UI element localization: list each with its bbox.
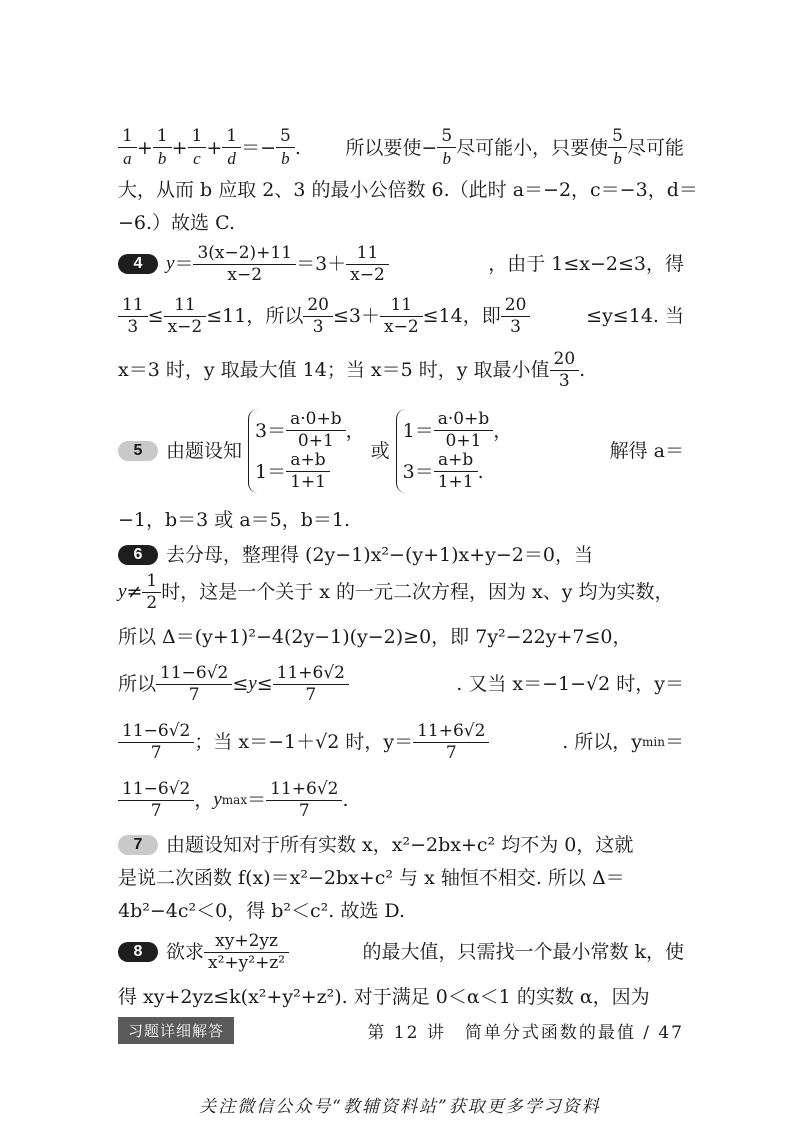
problem-number-badge: 5 (118, 441, 158, 461)
text-line: 所以 Δ＝(y+1)²−4(2y−1)(y−2)≥0，即 7y²−22y+7≤0， (118, 626, 632, 648)
fraction: $\frac{20}{3}$ (503, 297, 529, 336)
fraction: $\frac{3(x-2)+11}{x-2}$ (195, 245, 294, 284)
fraction: $\frac{11-6√2}{7}$ (120, 781, 192, 820)
text-line: $\frac{11}{3}$ ≤ $\frac{11}{x-2}$ ≤11，所以 $\frac{20}{3}$ ≤3＋ $\frac{11}{x-2}$ ≤14，即 $\frac{20}{3}$ ≤y≤14. 当 (118, 296, 684, 336)
text-line: 所以 $\frac{11-6√2}{7}$ ≤ y ≤ $\frac{11+6√2}{7}$ . 又当 x＝−1−√2 时，y＝ (118, 662, 684, 705)
text-line: x＝3 时，y 取最大值 14；当 x＝5 时，y 取最小值 $\frac{20}{3}$ . (118, 348, 586, 391)
fraction: $\frac{5}{b}$ (439, 128, 454, 168)
fraction: $\frac{20}{3}$ (305, 297, 331, 336)
text-line: −1，b＝3 或 a＝5，b＝1. (118, 509, 351, 531)
text-line: 4b²−4c²＜0，得 b²＜c². 故选 D. (118, 900, 406, 922)
fraction: $\frac{11-6√2}{7}$ (158, 665, 230, 704)
problem-number-badge: 8 (118, 942, 158, 962)
text-line: y ≠ $\frac{1}{2}$ 时，这是一个关于 x 的一元二次方程，因为 x、y 均为实数， (118, 570, 674, 613)
fraction: $\frac{1}{b}$ (155, 128, 170, 168)
fraction: $\frac{11}{3}$ (120, 297, 146, 336)
text-line: $\frac{1}{a}$ + $\frac{1}{b}$ + $\frac{1}{c}$ + $\frac{1}{d}$ ＝− $\frac{5}{b}$ . 所以要使 − $\frac{5}{b}$ 尽可能小，只要使 $\frac{5}{b}$ 尽可能 (118, 128, 684, 168)
text-line: 大，从而 b 应取 2、3 的最小公倍数 6.（此时 a＝−2，c＝−3，d＝ (118, 179, 698, 201)
text-line: 6 去分母，整理得 (2y−1)x²−(y+1)x+y−2＝0，当 (118, 540, 684, 570)
fraction: $\frac{11}{x-2}$ (166, 297, 205, 336)
text-line: −6.）故选 C. (118, 212, 235, 234)
fraction: $\frac{1}{d}$ (224, 128, 239, 168)
text-line: 4 y ＝ $\frac{3(x-2)+11}{x-2}$ ＝3＋ $\frac{11}{x-2}$ ，由于 1≤x−2≤3，得 (118, 244, 684, 284)
fraction: $\frac{11+6√2}{7}$ (275, 665, 347, 704)
fraction: $\frac{1}{a}$ (120, 128, 135, 168)
section-tag: 习题详细解答 (118, 1017, 234, 1044)
fraction: $\frac{xy+2yz}{\text{x²+y²+z²}}$ (206, 933, 287, 972)
chapter-and-page: 第 12 讲 简单分式函数的最值 / 47 (367, 1022, 684, 1043)
text-line: $\frac{11-6√2}{7}$ ；当 x＝−1＋√2 时，y＝ $\frac{11+6√2}{7}$ . 所以，y min ＝ (118, 720, 684, 764)
fraction: $\frac{11+6√2}{7}$ (268, 781, 340, 820)
problem-number-badge: 6 (118, 545, 158, 565)
equation-system: 3＝ $\frac{a\cdot 0+b}{0+1}$ ， 1＝ $\frac{a+b}{1+1}$ (248, 409, 365, 493)
fraction: $\frac{11-6√2}{7}$ (120, 723, 192, 762)
text-line: 8 欲求 $\frac{xy+2yz}{\text{x²+y²+z²}}$ 的最大值，只需找一个最小常数 k，使 (118, 930, 684, 974)
fraction: $\frac{11+6√2}{7}$ (415, 723, 487, 762)
fraction: $\frac{11}{x-2}$ (382, 297, 421, 336)
fraction: $\frac{5}{b}$ (278, 128, 293, 168)
equation-system: 1＝ $\frac{a\cdot 0+b}{0+1}$ ， 3＝ $\frac{a+b}{1+1}$ . (396, 409, 513, 493)
watermark-note: 关注微信公众号“教辅资料站”获取更多学习资料 (199, 1097, 601, 1117)
problem-number-badge: 7 (118, 835, 158, 855)
fraction: $\frac{11}{x-2}$ (348, 245, 387, 284)
text-line: $\frac{11-6√2}{7}$ ， y max ＝ $\frac{11+6√2}{7}$ . (118, 778, 684, 822)
fraction: $\frac{1}{2}$ (144, 573, 159, 612)
fraction: $\frac{20}{3}$ (552, 351, 578, 390)
page-footer (118, 1016, 684, 1044)
fraction: $\frac{1}{c}$ (190, 128, 205, 168)
text-line: 5 由题设知 3＝ $\frac{a\cdot 0+b}{0+1}$ ， 1＝ $\frac{a+b}{1+1}$ 或 1＝ $\frac{a\cdot 0+b}{0+1}$ ， 3＝ $\frac{a+b}{1+1}$ . 解得 a＝ (118, 405, 684, 497)
fraction: $\frac{5}{b}$ (610, 128, 625, 168)
text-line: 是说二次函数 f(x)＝x²−2bx+c² 与 x 轴恒不相交. 所以 Δ＝ (118, 867, 625, 889)
text-line: 得 xy+2yz≤k(x²+y²+z²). 对于满足 0＜α＜1 的实数 α，因为 (118, 986, 650, 1008)
problem-number-badge: 4 (118, 254, 158, 274)
text-line: 7 由题设知对于所有实数 x，x²−2bx+c² 均不为 0，这就 (118, 830, 684, 860)
